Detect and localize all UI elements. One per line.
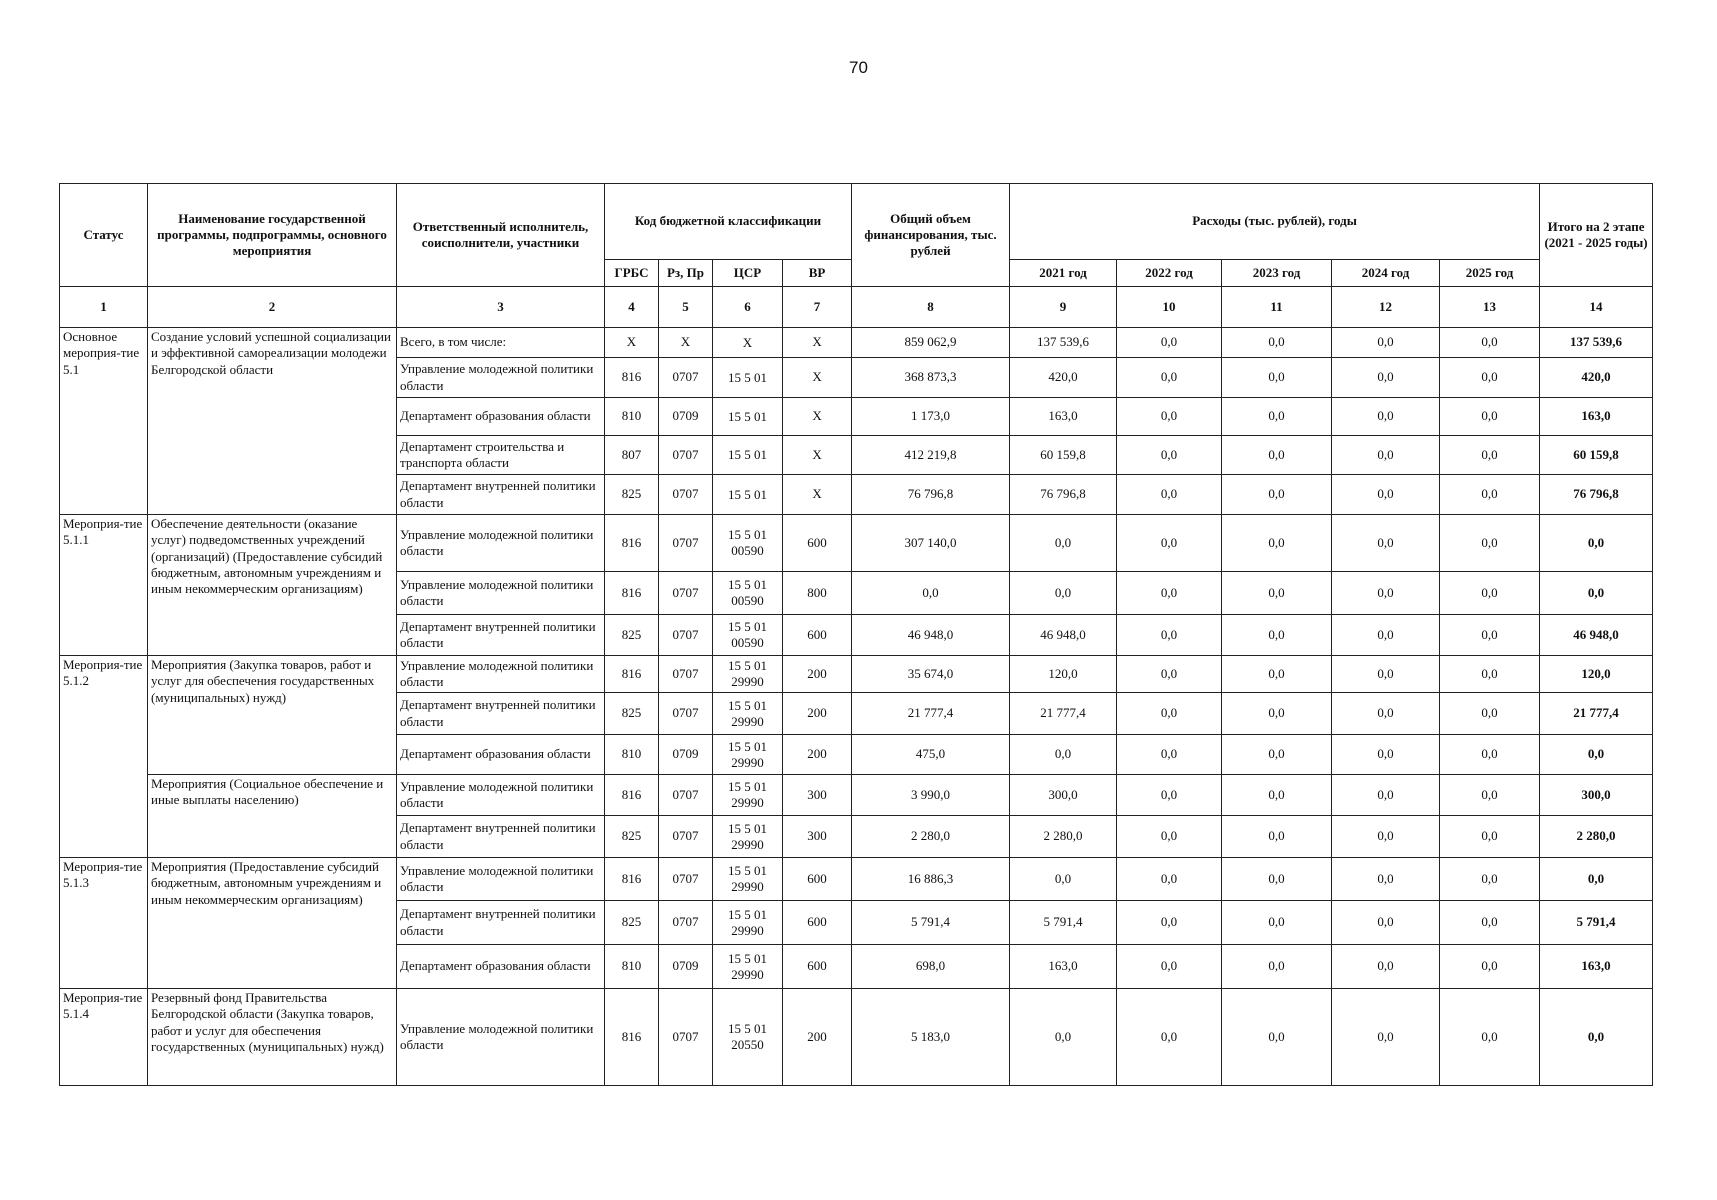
total-funding-cell: 5 183,0 bbox=[852, 989, 1010, 1086]
year-2022-cell: 0,0 bbox=[1117, 858, 1222, 901]
executor-cell: Департамент строительства и транспорта области bbox=[397, 436, 605, 475]
rzpr-cell: 0707 bbox=[659, 475, 713, 515]
grbs-cell: 810 bbox=[605, 735, 659, 775]
header-total-funding: Общий объем финансирования, тыс. рублей bbox=[852, 184, 1010, 287]
vr-cell: 600 bbox=[783, 858, 852, 901]
year-2023-cell: 0,0 bbox=[1222, 358, 1332, 398]
vr-cell: Х bbox=[783, 358, 852, 398]
budget-table bbox=[59, 183, 1653, 1086]
vr-cell: Х bbox=[783, 398, 852, 436]
header-year: 2021 год bbox=[1010, 260, 1117, 287]
executor-cell: Департамент образования области bbox=[397, 398, 605, 436]
column-number: 11 bbox=[1222, 287, 1332, 328]
year-2021-cell: 0,0 bbox=[1010, 515, 1117, 572]
year-2021-cell: 163,0 bbox=[1010, 945, 1117, 989]
year-2021-cell: 163,0 bbox=[1010, 398, 1117, 436]
year-2021-cell: 46 948,0 bbox=[1010, 615, 1117, 656]
column-number: 2 bbox=[148, 287, 397, 328]
total-funding-cell: 46 948,0 bbox=[852, 615, 1010, 656]
rzpr-cell: 0707 bbox=[659, 775, 713, 816]
executor-cell: Департамент внутренней политики области bbox=[397, 816, 605, 858]
vr-cell: 600 bbox=[783, 901, 852, 945]
rzpr-cell: 0707 bbox=[659, 693, 713, 735]
executor-cell: Департамент образования области bbox=[397, 735, 605, 775]
stage-total-cell: 5 791,4 bbox=[1540, 901, 1653, 945]
program-name-cell: Обеспечение деятельности (оказание услуг) подведомственных учреждений (организаций) (Предоставление субсидий бюджетным, автономным учреждениям и иным некоммерческим организациям) bbox=[148, 515, 397, 656]
year-2023-cell: 0,0 bbox=[1222, 572, 1332, 615]
grbs-cell: 816 bbox=[605, 775, 659, 816]
executor-cell: Управление молодежной политики области bbox=[397, 656, 605, 693]
vr-cell: 600 bbox=[783, 615, 852, 656]
csr-cell: 15 5 01 29990 bbox=[713, 735, 783, 775]
year-2025-cell: 0,0 bbox=[1440, 328, 1540, 358]
year-2024-cell: 0,0 bbox=[1332, 775, 1440, 816]
year-2022-cell: 0,0 bbox=[1117, 398, 1222, 436]
total-funding-cell: 3 990,0 bbox=[852, 775, 1010, 816]
year-2025-cell: 0,0 bbox=[1440, 515, 1540, 572]
year-2022-cell: 0,0 bbox=[1117, 656, 1222, 693]
year-2021-cell: 5 791,4 bbox=[1010, 901, 1117, 945]
year-2024-cell: 0,0 bbox=[1332, 328, 1440, 358]
stage-total-cell: 163,0 bbox=[1540, 945, 1653, 989]
program-name-cell: Мероприятия (Закупка товаров, работ и услуг для обеспечения государственных (муниципальных) нужд) bbox=[148, 656, 397, 775]
year-2025-cell: 0,0 bbox=[1440, 615, 1540, 656]
table-row bbox=[60, 775, 1653, 816]
year-2022-cell: 0,0 bbox=[1117, 989, 1222, 1086]
year-2022-cell: 0,0 bbox=[1117, 945, 1222, 989]
total-funding-cell: 0,0 bbox=[852, 572, 1010, 615]
year-2023-cell: 0,0 bbox=[1222, 475, 1332, 515]
vr-cell: 800 bbox=[783, 572, 852, 615]
column-number: 13 bbox=[1440, 287, 1540, 328]
status-cell: Мероприя-тие 5.1.4 bbox=[60, 989, 148, 1086]
grbs-cell: 807 bbox=[605, 436, 659, 475]
year-2024-cell: 0,0 bbox=[1332, 989, 1440, 1086]
vr-cell: 200 bbox=[783, 656, 852, 693]
program-name-cell: Резервный фонд Правительства Белгородской области (Закупка товаров, работ и услуг для обеспечения государственных (муниципальных) нужд) bbox=[148, 989, 397, 1086]
year-2022-cell: 0,0 bbox=[1117, 775, 1222, 816]
year-2023-cell: 0,0 bbox=[1222, 656, 1332, 693]
header-stage-total: Итого на 2 этапе (2021 - 2025 годы) bbox=[1540, 184, 1653, 287]
year-2021-cell: 0,0 bbox=[1010, 572, 1117, 615]
grbs-cell: 825 bbox=[605, 693, 659, 735]
year-2025-cell: 0,0 bbox=[1440, 901, 1540, 945]
stage-total-cell: 0,0 bbox=[1540, 735, 1653, 775]
status-cell: Мероприя-тие 5.1.3 bbox=[60, 858, 148, 989]
column-number: 12 bbox=[1332, 287, 1440, 328]
csr-cell: 15 5 01 bbox=[713, 475, 783, 515]
table-row bbox=[60, 515, 1653, 572]
vr-cell: 300 bbox=[783, 775, 852, 816]
year-2025-cell: 0,0 bbox=[1440, 656, 1540, 693]
stage-total-cell: 76 796,8 bbox=[1540, 475, 1653, 515]
table-row bbox=[60, 858, 1653, 901]
year-2023-cell: 0,0 bbox=[1222, 398, 1332, 436]
year-2023-cell: 0,0 bbox=[1222, 436, 1332, 475]
column-number: 5 bbox=[659, 287, 713, 328]
year-2025-cell: 0,0 bbox=[1440, 858, 1540, 901]
executor-cell: Управление молодежной политики области bbox=[397, 515, 605, 572]
year-2023-cell: 0,0 bbox=[1222, 735, 1332, 775]
total-funding-cell: 368 873,3 bbox=[852, 358, 1010, 398]
year-2022-cell: 0,0 bbox=[1117, 735, 1222, 775]
executor-cell: Управление молодежной политики области bbox=[397, 989, 605, 1086]
column-number: 6 bbox=[713, 287, 783, 328]
year-2022-cell: 0,0 bbox=[1117, 475, 1222, 515]
csr-cell: 15 5 01 29990 bbox=[713, 656, 783, 693]
year-2021-cell: 420,0 bbox=[1010, 358, 1117, 398]
total-funding-cell: 5 791,4 bbox=[852, 901, 1010, 945]
year-2024-cell: 0,0 bbox=[1332, 572, 1440, 615]
grbs-cell: 825 bbox=[605, 475, 659, 515]
year-2025-cell: 0,0 bbox=[1440, 475, 1540, 515]
year-2023-cell: 0,0 bbox=[1222, 858, 1332, 901]
vr-cell: 200 bbox=[783, 735, 852, 775]
year-2025-cell: 0,0 bbox=[1440, 358, 1540, 398]
year-2022-cell: 0,0 bbox=[1117, 901, 1222, 945]
year-2021-cell: 137 539,6 bbox=[1010, 328, 1117, 358]
year-2023-cell: 0,0 bbox=[1222, 945, 1332, 989]
rzpr-cell: 0709 bbox=[659, 735, 713, 775]
csr-cell: 15 5 01 29990 bbox=[713, 901, 783, 945]
year-2025-cell: 0,0 bbox=[1440, 816, 1540, 858]
program-name-cell: Мероприятия (Социальное обеспечение и иные выплаты населению) bbox=[148, 775, 397, 858]
total-funding-cell: 76 796,8 bbox=[852, 475, 1010, 515]
grbs-cell: 825 bbox=[605, 615, 659, 656]
header-rzpr: Рз, Пр bbox=[659, 260, 713, 287]
total-funding-cell: 698,0 bbox=[852, 945, 1010, 989]
executor-cell: Департамент внутренней политики области bbox=[397, 901, 605, 945]
header-row bbox=[60, 184, 1653, 260]
csr-cell: 15 5 01 bbox=[713, 398, 783, 436]
stage-total-cell: 0,0 bbox=[1540, 989, 1653, 1086]
executor-cell: Управление молодежной политики области bbox=[397, 858, 605, 901]
column-number-row bbox=[60, 287, 1653, 328]
year-2024-cell: 0,0 bbox=[1332, 656, 1440, 693]
header-grbs: ГРБС bbox=[605, 260, 659, 287]
total-funding-cell: 35 674,0 bbox=[852, 656, 1010, 693]
vr-cell: Х bbox=[783, 475, 852, 515]
status-cell: Мероприя-тие 5.1.1 bbox=[60, 515, 148, 656]
year-2025-cell: 0,0 bbox=[1440, 436, 1540, 475]
stage-total-cell: 0,0 bbox=[1540, 515, 1653, 572]
rzpr-cell: 0707 bbox=[659, 858, 713, 901]
year-2023-cell: 0,0 bbox=[1222, 775, 1332, 816]
total-funding-cell: 2 280,0 bbox=[852, 816, 1010, 858]
total-funding-cell: 412 219,8 bbox=[852, 436, 1010, 475]
grbs-cell: 816 bbox=[605, 358, 659, 398]
table-row bbox=[60, 328, 1653, 358]
year-2021-cell: 76 796,8 bbox=[1010, 475, 1117, 515]
header-status: Статус bbox=[60, 184, 148, 287]
year-2022-cell: 0,0 bbox=[1117, 515, 1222, 572]
year-2024-cell: 0,0 bbox=[1332, 615, 1440, 656]
grbs-cell: Х bbox=[605, 328, 659, 358]
program-name-cell: Создание условий успешной социализации и эффективной самореализации молодежи Белгородской области bbox=[148, 328, 397, 515]
rzpr-cell: 0707 bbox=[659, 436, 713, 475]
csr-cell: 15 5 01 20550 bbox=[713, 989, 783, 1086]
csr-cell: 15 5 01 bbox=[713, 436, 783, 475]
csr-cell: 15 5 01 29990 bbox=[713, 816, 783, 858]
year-2024-cell: 0,0 bbox=[1332, 475, 1440, 515]
column-number: 1 bbox=[60, 287, 148, 328]
vr-cell: 200 bbox=[783, 693, 852, 735]
year-2021-cell: 21 777,4 bbox=[1010, 693, 1117, 735]
csr-cell: 15 5 01 29990 bbox=[713, 858, 783, 901]
stage-total-cell: 163,0 bbox=[1540, 398, 1653, 436]
csr-cell: 15 5 01 bbox=[713, 358, 783, 398]
column-number: 4 bbox=[605, 287, 659, 328]
header-name: Наименование государственной программы, подпрограммы, основного мероприятия bbox=[148, 184, 397, 287]
stage-total-cell: 300,0 bbox=[1540, 775, 1653, 816]
vr-cell: Х bbox=[783, 328, 852, 358]
year-2021-cell: 0,0 bbox=[1010, 735, 1117, 775]
year-2024-cell: 0,0 bbox=[1332, 816, 1440, 858]
rzpr-cell: 0707 bbox=[659, 572, 713, 615]
header-vr: ВР bbox=[783, 260, 852, 287]
year-2024-cell: 0,0 bbox=[1332, 693, 1440, 735]
year-2025-cell: 0,0 bbox=[1440, 735, 1540, 775]
status-cell: Мероприя-тие 5.1.2 bbox=[60, 656, 148, 858]
grbs-cell: 810 bbox=[605, 945, 659, 989]
stage-total-cell: 21 777,4 bbox=[1540, 693, 1653, 735]
stage-total-cell: 46 948,0 bbox=[1540, 615, 1653, 656]
column-number: 9 bbox=[1010, 287, 1117, 328]
grbs-cell: 816 bbox=[605, 572, 659, 615]
table-row bbox=[60, 989, 1653, 1086]
year-2025-cell: 0,0 bbox=[1440, 989, 1540, 1086]
year-2021-cell: 300,0 bbox=[1010, 775, 1117, 816]
csr-cell: 15 5 01 29990 bbox=[713, 693, 783, 735]
year-2024-cell: 0,0 bbox=[1332, 398, 1440, 436]
executor-cell: Департамент внутренней политики области bbox=[397, 615, 605, 656]
rzpr-cell: 0707 bbox=[659, 515, 713, 572]
year-2024-cell: 0,0 bbox=[1332, 735, 1440, 775]
total-funding-cell: 21 777,4 bbox=[852, 693, 1010, 735]
csr-cell: 15 5 01 00590 bbox=[713, 615, 783, 656]
status-cell: Основное мероприя-тие 5.1 bbox=[60, 328, 148, 515]
vr-cell: 300 bbox=[783, 816, 852, 858]
year-2022-cell: 0,0 bbox=[1117, 572, 1222, 615]
stage-total-cell: 420,0 bbox=[1540, 358, 1653, 398]
total-funding-cell: 1 173,0 bbox=[852, 398, 1010, 436]
executor-cell: Департамент внутренней политики области bbox=[397, 693, 605, 735]
program-name-cell: Мероприятия (Предоставление субсидий бюджетным, автономным учреждениям и иным некоммерческим организациям) bbox=[148, 858, 397, 989]
header-expenses: Расходы (тыс. рублей), годы bbox=[1010, 184, 1540, 260]
year-2022-cell: 0,0 bbox=[1117, 816, 1222, 858]
csr-cell: 15 5 01 29990 bbox=[713, 945, 783, 989]
total-funding-cell: 307 140,0 bbox=[852, 515, 1010, 572]
csr-cell: Х bbox=[713, 328, 783, 358]
executor-cell: Всего, в том числе: bbox=[397, 328, 605, 358]
column-number: 3 bbox=[397, 287, 605, 328]
vr-cell: 600 bbox=[783, 515, 852, 572]
column-number: 7 bbox=[783, 287, 852, 328]
column-number: 8 bbox=[852, 287, 1010, 328]
year-2023-cell: 0,0 bbox=[1222, 693, 1332, 735]
header-budget-code: Код бюджетной классификации bbox=[605, 184, 852, 260]
year-2025-cell: 0,0 bbox=[1440, 572, 1540, 615]
year-2021-cell: 60 159,8 bbox=[1010, 436, 1117, 475]
year-2023-cell: 0,0 bbox=[1222, 901, 1332, 945]
year-2024-cell: 0,0 bbox=[1332, 901, 1440, 945]
year-2021-cell: 0,0 bbox=[1010, 858, 1117, 901]
grbs-cell: 816 bbox=[605, 858, 659, 901]
year-2023-cell: 0,0 bbox=[1222, 615, 1332, 656]
grbs-cell: 825 bbox=[605, 901, 659, 945]
vr-cell: 200 bbox=[783, 989, 852, 1086]
stage-total-cell: 137 539,6 bbox=[1540, 328, 1653, 358]
rzpr-cell: 0707 bbox=[659, 989, 713, 1086]
column-number: 10 bbox=[1117, 287, 1222, 328]
executor-cell: Управление молодежной политики области bbox=[397, 775, 605, 816]
grbs-cell: 816 bbox=[605, 989, 659, 1086]
stage-total-cell: 0,0 bbox=[1540, 572, 1653, 615]
year-2025-cell: 0,0 bbox=[1440, 775, 1540, 816]
rzpr-cell: 0707 bbox=[659, 358, 713, 398]
executor-cell: Департамент внутренней политики области bbox=[397, 475, 605, 515]
year-2021-cell: 2 280,0 bbox=[1010, 816, 1117, 858]
stage-total-cell: 60 159,8 bbox=[1540, 436, 1653, 475]
vr-cell: 600 bbox=[783, 945, 852, 989]
executor-cell: Управление молодежной политики области bbox=[397, 358, 605, 398]
grbs-cell: 816 bbox=[605, 656, 659, 693]
header-year: 2024 год bbox=[1332, 260, 1440, 287]
year-2023-cell: 0,0 bbox=[1222, 989, 1332, 1086]
year-2022-cell: 0,0 bbox=[1117, 358, 1222, 398]
csr-cell: 15 5 01 00590 bbox=[713, 572, 783, 615]
total-funding-cell: 475,0 bbox=[852, 735, 1010, 775]
grbs-cell: 816 bbox=[605, 515, 659, 572]
executor-cell: Управление молодежной политики области bbox=[397, 572, 605, 615]
header-year: 2023 год bbox=[1222, 260, 1332, 287]
column-number: 14 bbox=[1540, 287, 1653, 328]
year-2024-cell: 0,0 bbox=[1332, 358, 1440, 398]
stage-total-cell: 120,0 bbox=[1540, 656, 1653, 693]
csr-cell: 15 5 01 00590 bbox=[713, 515, 783, 572]
table-body bbox=[60, 328, 1653, 1086]
rzpr-cell: 0707 bbox=[659, 615, 713, 656]
year-2024-cell: 0,0 bbox=[1332, 858, 1440, 901]
total-funding-cell: 859 062,9 bbox=[852, 328, 1010, 358]
executor-cell: Департамент образования области bbox=[397, 945, 605, 989]
header-executor: Ответственный исполнитель, соисполнители, участники bbox=[397, 184, 605, 287]
year-2021-cell: 0,0 bbox=[1010, 989, 1117, 1086]
year-2023-cell: 0,0 bbox=[1222, 328, 1332, 358]
total-funding-cell: 16 886,3 bbox=[852, 858, 1010, 901]
rzpr-cell: Х bbox=[659, 328, 713, 358]
year-2025-cell: 0,0 bbox=[1440, 693, 1540, 735]
rzpr-cell: 0707 bbox=[659, 816, 713, 858]
stage-total-cell: 2 280,0 bbox=[1540, 816, 1653, 858]
year-2024-cell: 0,0 bbox=[1332, 436, 1440, 475]
header-csr: ЦСР bbox=[713, 260, 783, 287]
grbs-cell: 825 bbox=[605, 816, 659, 858]
year-2023-cell: 0,0 bbox=[1222, 816, 1332, 858]
header-year: 2025 год bbox=[1440, 260, 1540, 287]
year-2025-cell: 0,0 bbox=[1440, 398, 1540, 436]
page-number: 70 bbox=[849, 58, 868, 77]
vr-cell: Х bbox=[783, 436, 852, 475]
rzpr-cell: 0709 bbox=[659, 398, 713, 436]
year-2022-cell: 0,0 bbox=[1117, 615, 1222, 656]
year-2022-cell: 0,0 bbox=[1117, 693, 1222, 735]
grbs-cell: 810 bbox=[605, 398, 659, 436]
stage-total-cell: 0,0 bbox=[1540, 858, 1653, 901]
year-2022-cell: 0,0 bbox=[1117, 436, 1222, 475]
year-2022-cell: 0,0 bbox=[1117, 328, 1222, 358]
year-2023-cell: 0,0 bbox=[1222, 515, 1332, 572]
header-year: 2022 год bbox=[1117, 260, 1222, 287]
rzpr-cell: 0707 bbox=[659, 901, 713, 945]
table-row bbox=[60, 656, 1653, 693]
year-2024-cell: 0,0 bbox=[1332, 945, 1440, 989]
year-2025-cell: 0,0 bbox=[1440, 945, 1540, 989]
year-2024-cell: 0,0 bbox=[1332, 515, 1440, 572]
csr-cell: 15 5 01 29990 bbox=[713, 775, 783, 816]
year-2021-cell: 120,0 bbox=[1010, 656, 1117, 693]
rzpr-cell: 0709 bbox=[659, 945, 713, 989]
rzpr-cell: 0707 bbox=[659, 656, 713, 693]
